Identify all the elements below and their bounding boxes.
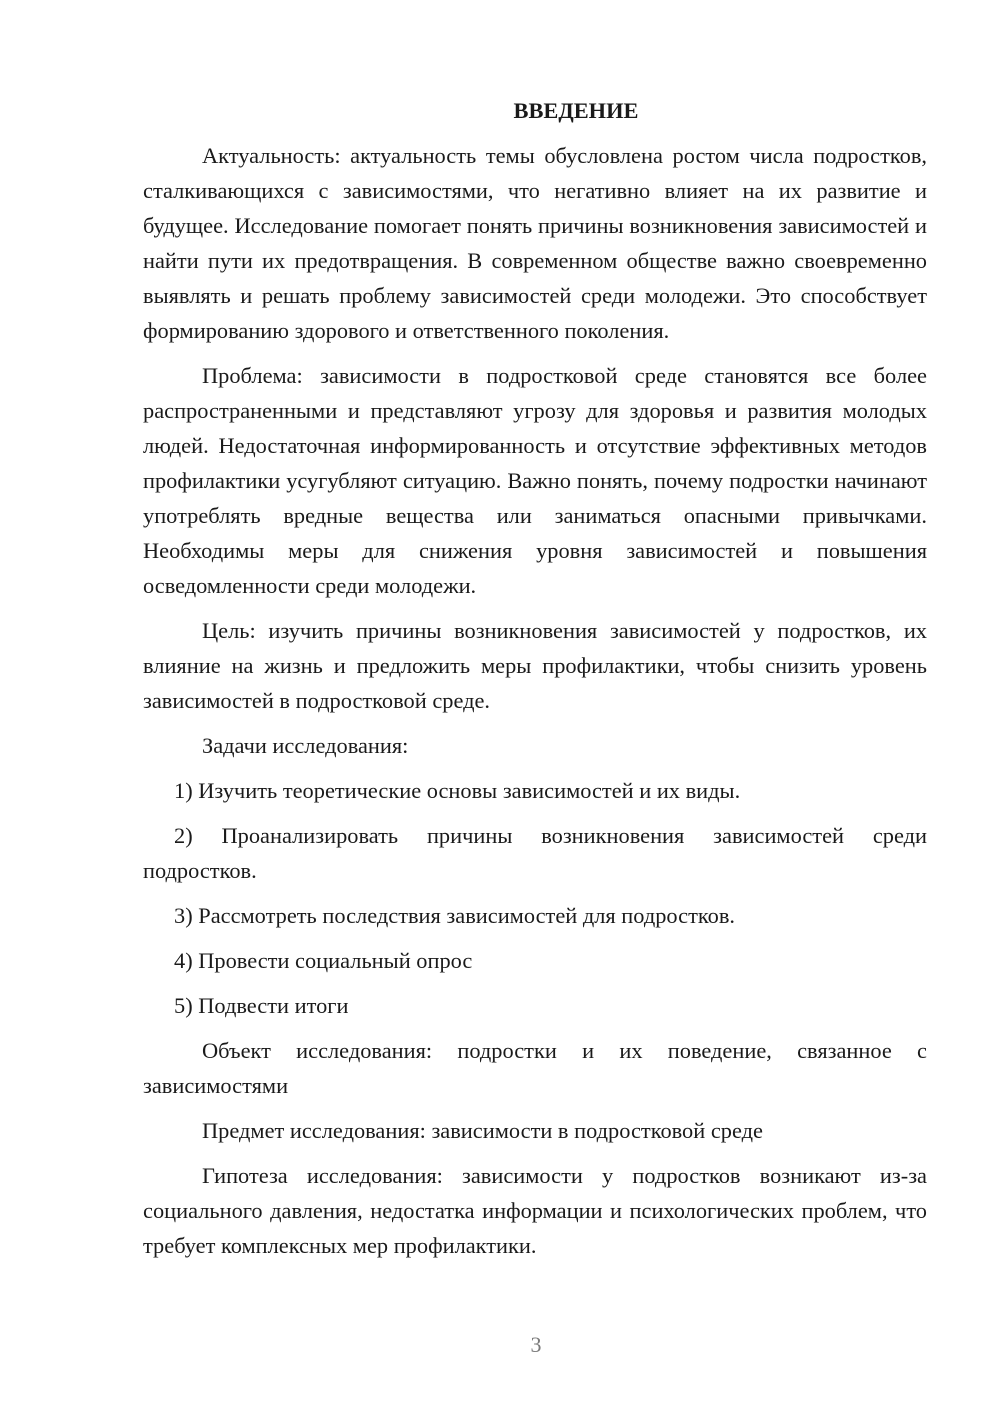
- hypothesis-paragraph: Гипотеза исследования: зависимости у подростков возникают из-за социального давления, недостатка информации и психологических проблем, что требует комплексных мер профилактики.: [143, 1163, 927, 1258]
- task-item-5: 5) Подвести итоги: [174, 993, 349, 1018]
- task-item-3: 3) Рассмотреть последствия зависимостей для подростков.: [174, 903, 736, 928]
- page-number: 3: [530, 1332, 542, 1357]
- page-content: [143, 93, 927, 1273]
- goal-paragraph: Цель: изучить причины возникновения зависимостей у подростков, их влияние на жизнь и предложить меры профилактики, чтобы снизить уровень зависимостей в подростковой среде.: [143, 618, 927, 713]
- object-paragraph: Объект исследования: подростки и их поведение, связанное с зависимостями: [143, 1038, 927, 1098]
- tasks-title: Задачи исследования:: [202, 733, 409, 758]
- task-item-2: 2) Проанализировать причины возникновения зависимостей среди подростков.: [143, 823, 927, 883]
- page-title: ВВЕДЕНИЕ: [513, 98, 639, 123]
- subject-paragraph: Предмет исследования: зависимости в подростковой среде: [202, 1118, 763, 1143]
- task-item-1: 1) Изучить теоретические основы зависимостей и их виды.: [174, 778, 741, 803]
- task-item-4: 4) Провести социальный опрос: [174, 948, 473, 973]
- problem-paragraph: Проблема: зависимости в подростковой среде становятся все более распространенными и представляют угрозу для здоровья и развития молодых людей. Недостаточная информированность и отсутствие эффективных методов профилактики усугубляют ситуацию. Важно понять, почему подростки начинают употреблять вредные вещества или заниматься опасными привычками. Необходимы меры для снижения уровня зависимостей и повышения осведомленности среди молодежи.: [143, 363, 927, 598]
- relevance-paragraph: Актуальность: актуальность темы обусловлена ростом числа подростков, сталкивающихся с зависимостями, что негативно влияет на их развитие и будущее. Исследование помогает понять причины возникновения зависимостей и найти пути их предотвращения. В современном обществе важно своевременно выявлять и решать проблему зависимостей среди молодежи. Это способствует формированию здорового и ответственного поколения.: [143, 143, 927, 343]
